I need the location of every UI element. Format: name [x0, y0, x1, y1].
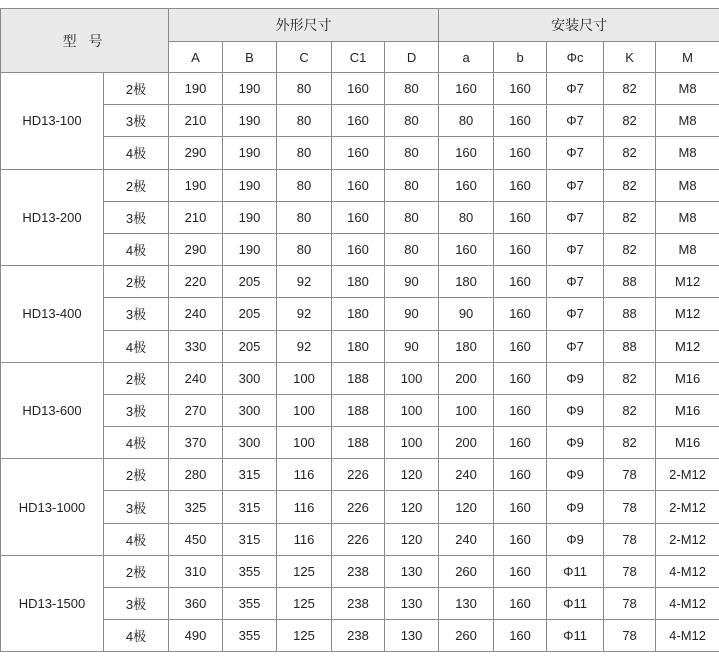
value-cell-c: 125 — [277, 555, 332, 587]
value-cell-m: M16 — [656, 427, 719, 459]
value-cell-a: 280 — [169, 459, 223, 491]
value-cell-c: 80 — [277, 169, 332, 201]
value-cell-c: 80 — [277, 201, 332, 233]
table-row — [1, 523, 719, 555]
pole-cell: 3极 — [104, 105, 169, 137]
value-cell-k: 88 — [604, 330, 656, 362]
value-cell-m: M8 — [656, 169, 719, 201]
value-cell-a: 220 — [169, 266, 223, 298]
value-cell-d: 120 — [385, 523, 439, 555]
value-cell-phic: Φ9 — [547, 523, 604, 555]
value-cell-d: 90 — [385, 298, 439, 330]
pole-cell: 3极 — [104, 394, 169, 426]
value-cell-b: 160 — [494, 394, 547, 426]
value-cell-c1: 226 — [332, 459, 385, 491]
value-cell-d: 100 — [385, 427, 439, 459]
value-cell-a: 160 — [439, 233, 494, 265]
value-cell-k: 82 — [604, 201, 656, 233]
value-cell-c: 100 — [277, 427, 332, 459]
value-cell-d: 80 — [385, 73, 439, 105]
value-cell-c: 116 — [277, 523, 332, 555]
model-name-cell: HD13-600 — [1, 362, 104, 459]
dimension-table — [0, 8, 719, 652]
value-cell-phic: Φ7 — [547, 169, 604, 201]
value-cell-b: 300 — [223, 394, 277, 426]
value-cell-phic: Φ7 — [547, 330, 604, 362]
value-cell-b: 190 — [223, 169, 277, 201]
value-cell-a: 290 — [169, 137, 223, 169]
value-cell-phic: Φ7 — [547, 137, 604, 169]
value-cell-c1: 238 — [332, 555, 385, 587]
value-cell-a: 240 — [439, 523, 494, 555]
column-header: A — [169, 42, 223, 73]
value-cell-k: 78 — [604, 459, 656, 491]
value-cell-a: 160 — [439, 169, 494, 201]
value-cell-phic: Φ9 — [547, 459, 604, 491]
value-cell-k: 82 — [604, 427, 656, 459]
header-row-groups — [1, 9, 719, 42]
value-cell-c: 92 — [277, 266, 332, 298]
value-cell-a: 210 — [169, 105, 223, 137]
value-cell-a: 325 — [169, 491, 223, 523]
value-cell-c: 80 — [277, 73, 332, 105]
table-row — [1, 491, 719, 523]
value-cell-phic: Φ7 — [547, 233, 604, 265]
value-cell-k: 78 — [604, 491, 656, 523]
value-cell-phic: Φ9 — [547, 362, 604, 394]
pole-cell: 2极 — [104, 362, 169, 394]
model-name-cell: HD13-100 — [1, 73, 104, 170]
value-cell-b: 190 — [223, 233, 277, 265]
value-cell-m: M12 — [656, 266, 719, 298]
value-cell-a: 200 — [439, 427, 494, 459]
value-cell-a: 360 — [169, 588, 223, 620]
value-cell-k: 82 — [604, 233, 656, 265]
value-cell-b: 315 — [223, 523, 277, 555]
value-cell-k: 82 — [604, 105, 656, 137]
pole-cell: 4极 — [104, 137, 169, 169]
value-cell-k: 78 — [604, 523, 656, 555]
value-cell-c: 125 — [277, 588, 332, 620]
value-cell-a: 200 — [439, 362, 494, 394]
value-cell-c1: 160 — [332, 169, 385, 201]
value-cell-b: 160 — [494, 555, 547, 587]
value-cell-phic: Φ7 — [547, 201, 604, 233]
table-row — [1, 459, 719, 491]
value-cell-c1: 160 — [332, 105, 385, 137]
value-cell-a: 290 — [169, 233, 223, 265]
value-cell-b: 190 — [223, 201, 277, 233]
table-row — [1, 620, 719, 652]
pole-cell: 2极 — [104, 73, 169, 105]
table-row — [1, 555, 719, 587]
value-cell-a: 190 — [169, 169, 223, 201]
pole-cell: 3极 — [104, 201, 169, 233]
table-row — [1, 330, 719, 362]
value-cell-a: 130 — [439, 588, 494, 620]
value-cell-c: 100 — [277, 394, 332, 426]
value-cell-a: 210 — [169, 201, 223, 233]
value-cell-k: 88 — [604, 266, 656, 298]
value-cell-a: 270 — [169, 394, 223, 426]
pole-cell: 3极 — [104, 298, 169, 330]
value-cell-a: 90 — [439, 298, 494, 330]
value-cell-phic: Φ9 — [547, 394, 604, 426]
model-name-cell: HD13-1500 — [1, 555, 104, 652]
value-cell-c: 80 — [277, 233, 332, 265]
column-header: C — [277, 42, 332, 73]
value-cell-k: 88 — [604, 298, 656, 330]
value-cell-m: M16 — [656, 362, 719, 394]
value-cell-b: 205 — [223, 330, 277, 362]
value-cell-b: 160 — [494, 491, 547, 523]
pole-cell: 2极 — [104, 169, 169, 201]
value-cell-a: 80 — [439, 201, 494, 233]
value-cell-b: 160 — [494, 105, 547, 137]
column-header: K — [604, 42, 656, 73]
pole-cell: 3极 — [104, 588, 169, 620]
value-cell-k: 78 — [604, 620, 656, 652]
value-cell-m: 2-M12 — [656, 459, 719, 491]
value-cell-d: 100 — [385, 362, 439, 394]
value-cell-b: 160 — [494, 330, 547, 362]
value-cell-k: 78 — [604, 555, 656, 587]
column-header: C1 — [332, 42, 385, 73]
column-header: D — [385, 42, 439, 73]
value-cell-c: 100 — [277, 362, 332, 394]
value-cell-c1: 180 — [332, 298, 385, 330]
value-cell-m: 4-M12 — [656, 620, 719, 652]
model-header: 型 号 — [1, 9, 169, 73]
value-cell-d: 90 — [385, 330, 439, 362]
value-cell-k: 82 — [604, 137, 656, 169]
value-cell-m: M8 — [656, 137, 719, 169]
value-cell-b: 160 — [494, 233, 547, 265]
table-row — [1, 427, 719, 459]
value-cell-m: M12 — [656, 298, 719, 330]
value-cell-phic: Φ7 — [547, 73, 604, 105]
value-cell-a: 450 — [169, 523, 223, 555]
value-cell-b: 160 — [494, 523, 547, 555]
pole-cell: 2极 — [104, 555, 169, 587]
column-header: Φc — [547, 42, 604, 73]
value-cell-b: 300 — [223, 362, 277, 394]
outline-dimensions-header: 外形尺寸 — [169, 9, 439, 42]
value-cell-d: 90 — [385, 266, 439, 298]
value-cell-phic: Φ7 — [547, 298, 604, 330]
value-cell-k: 82 — [604, 73, 656, 105]
column-header: a — [439, 42, 494, 73]
value-cell-phic: Φ7 — [547, 105, 604, 137]
value-cell-a: 100 — [439, 394, 494, 426]
pole-cell: 2极 — [104, 266, 169, 298]
value-cell-a: 330 — [169, 330, 223, 362]
value-cell-b: 190 — [223, 73, 277, 105]
value-cell-a: 240 — [439, 459, 494, 491]
column-header: M — [656, 42, 719, 73]
value-cell-b: 355 — [223, 588, 277, 620]
value-cell-d: 120 — [385, 491, 439, 523]
value-cell-a: 240 — [169, 298, 223, 330]
table-row — [1, 201, 719, 233]
value-cell-b: 160 — [494, 201, 547, 233]
table-row — [1, 266, 719, 298]
table-row — [1, 105, 719, 137]
value-cell-m: M8 — [656, 201, 719, 233]
value-cell-d: 130 — [385, 555, 439, 587]
model-name-cell: HD13-1000 — [1, 459, 104, 556]
column-header: b — [494, 42, 547, 73]
value-cell-c1: 160 — [332, 201, 385, 233]
value-cell-c1: 238 — [332, 620, 385, 652]
value-cell-a: 160 — [439, 73, 494, 105]
pole-cell: 4极 — [104, 523, 169, 555]
value-cell-c: 92 — [277, 298, 332, 330]
value-cell-c: 116 — [277, 459, 332, 491]
value-cell-d: 80 — [385, 233, 439, 265]
value-cell-c1: 226 — [332, 491, 385, 523]
value-cell-m: 2-M12 — [656, 523, 719, 555]
column-header: B — [223, 42, 277, 73]
value-cell-m: M8 — [656, 73, 719, 105]
value-cell-m: M8 — [656, 233, 719, 265]
value-cell-b: 160 — [494, 298, 547, 330]
table-row — [1, 588, 719, 620]
pole-cell: 4极 — [104, 330, 169, 362]
value-cell-m: 4-M12 — [656, 588, 719, 620]
value-cell-d: 80 — [385, 105, 439, 137]
pole-cell: 4极 — [104, 233, 169, 265]
value-cell-b: 160 — [494, 73, 547, 105]
model-name-cell: HD13-200 — [1, 169, 104, 266]
value-cell-d: 80 — [385, 169, 439, 201]
value-cell-d: 100 — [385, 394, 439, 426]
table-row — [1, 394, 719, 426]
value-cell-a: 120 — [439, 491, 494, 523]
value-cell-c1: 160 — [332, 137, 385, 169]
value-cell-b: 160 — [494, 266, 547, 298]
value-cell-a: 370 — [169, 427, 223, 459]
table-row — [1, 169, 719, 201]
value-cell-c1: 180 — [332, 330, 385, 362]
table-row — [1, 73, 719, 105]
value-cell-a: 80 — [439, 105, 494, 137]
installation-dimensions-header: 安装尺寸 — [439, 9, 719, 42]
value-cell-m: M8 — [656, 105, 719, 137]
table-body — [1, 73, 719, 652]
table-row — [1, 233, 719, 265]
value-cell-a: 260 — [439, 555, 494, 587]
value-cell-b: 355 — [223, 620, 277, 652]
value-cell-a: 490 — [169, 620, 223, 652]
pole-cell: 4极 — [104, 427, 169, 459]
value-cell-b: 190 — [223, 105, 277, 137]
pole-cell: 4极 — [104, 620, 169, 652]
value-cell-b: 160 — [494, 362, 547, 394]
value-cell-b: 205 — [223, 266, 277, 298]
value-cell-b: 355 — [223, 555, 277, 587]
value-cell-b: 160 — [494, 169, 547, 201]
value-cell-d: 130 — [385, 620, 439, 652]
value-cell-c1: 180 — [332, 266, 385, 298]
value-cell-b: 190 — [223, 137, 277, 169]
pole-cell: 3极 — [104, 491, 169, 523]
value-cell-m: 2-M12 — [656, 491, 719, 523]
value-cell-c1: 188 — [332, 427, 385, 459]
value-cell-phic: Φ11 — [547, 588, 604, 620]
value-cell-b: 160 — [494, 459, 547, 491]
value-cell-a: 190 — [169, 73, 223, 105]
value-cell-a: 260 — [439, 620, 494, 652]
table-row — [1, 298, 719, 330]
value-cell-phic: Φ11 — [547, 620, 604, 652]
value-cell-c1: 238 — [332, 588, 385, 620]
value-cell-d: 130 — [385, 588, 439, 620]
value-cell-phic: Φ9 — [547, 491, 604, 523]
value-cell-a: 180 — [439, 266, 494, 298]
value-cell-c1: 226 — [332, 523, 385, 555]
table-row — [1, 362, 719, 394]
value-cell-c: 80 — [277, 137, 332, 169]
value-cell-m: 4-M12 — [656, 555, 719, 587]
value-cell-b: 300 — [223, 427, 277, 459]
model-name-cell: HD13-400 — [1, 266, 104, 363]
value-cell-a: 240 — [169, 362, 223, 394]
value-cell-phic: Φ11 — [547, 555, 604, 587]
value-cell-k: 82 — [604, 394, 656, 426]
value-cell-c: 125 — [277, 620, 332, 652]
value-cell-m: M16 — [656, 394, 719, 426]
value-cell-a: 180 — [439, 330, 494, 362]
value-cell-c1: 160 — [332, 233, 385, 265]
value-cell-k: 82 — [604, 169, 656, 201]
value-cell-m: M12 — [656, 330, 719, 362]
pole-cell: 2极 — [104, 459, 169, 491]
value-cell-phic: Φ7 — [547, 266, 604, 298]
value-cell-c1: 188 — [332, 394, 385, 426]
value-cell-a: 310 — [169, 555, 223, 587]
value-cell-a: 160 — [439, 137, 494, 169]
value-cell-b: 315 — [223, 491, 277, 523]
value-cell-b: 160 — [494, 137, 547, 169]
table-row — [1, 137, 719, 169]
value-cell-k: 82 — [604, 362, 656, 394]
value-cell-d: 120 — [385, 459, 439, 491]
value-cell-c1: 188 — [332, 362, 385, 394]
value-cell-c: 80 — [277, 105, 332, 137]
value-cell-phic: Φ9 — [547, 427, 604, 459]
value-cell-b: 315 — [223, 459, 277, 491]
value-cell-b: 160 — [494, 588, 547, 620]
value-cell-k: 78 — [604, 588, 656, 620]
value-cell-b: 205 — [223, 298, 277, 330]
value-cell-c1: 160 — [332, 73, 385, 105]
value-cell-c: 92 — [277, 330, 332, 362]
value-cell-d: 80 — [385, 137, 439, 169]
value-cell-c: 116 — [277, 491, 332, 523]
value-cell-d: 80 — [385, 201, 439, 233]
value-cell-b: 160 — [494, 620, 547, 652]
value-cell-b: 160 — [494, 427, 547, 459]
